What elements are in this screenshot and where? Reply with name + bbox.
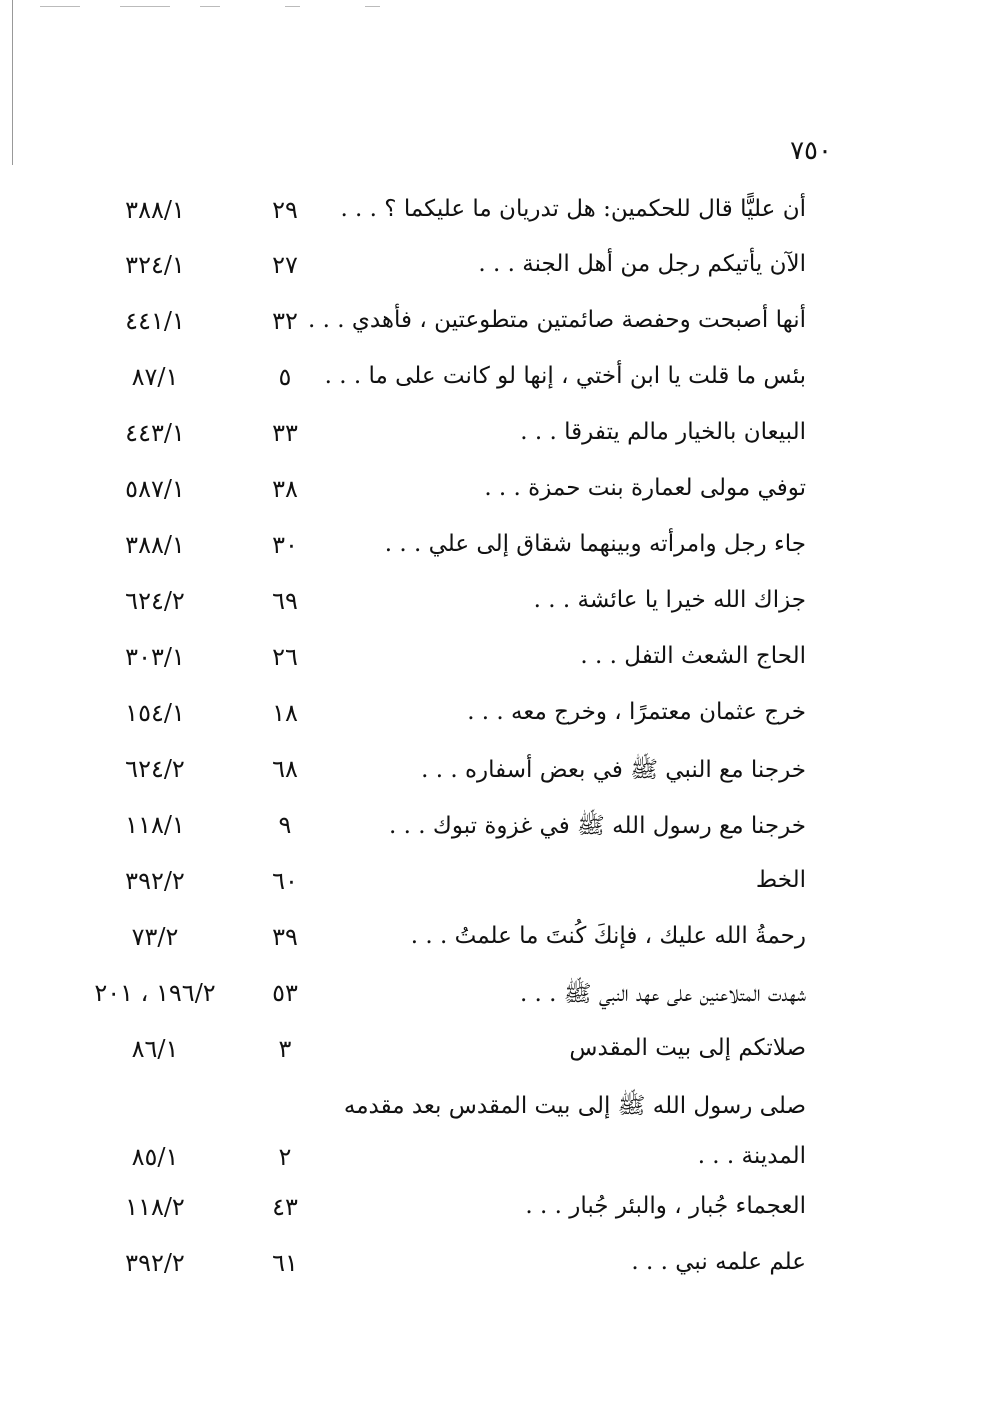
index-entry (0, 251, 981, 291)
hadith-number: ٢ (278, 1143, 292, 1171)
index-entry (0, 196, 981, 236)
hadith-number: ٢٦ (272, 643, 298, 671)
index-entry (0, 1249, 981, 1289)
index-entry (0, 755, 981, 795)
hadith-opening-text: رحمةُ الله عليك ، فإنكَ كُنتَ ما علمتُ . . . (410, 923, 806, 949)
volume-page-reference: ٨٦/١ (131, 1035, 179, 1063)
hadith-number: ٦١ (272, 1249, 298, 1277)
volume-page-reference: ٣٨٨/١ (125, 531, 185, 559)
hadith-opening-text: أنها أصبحت وحفصة صائمتين متطوعتين ، فأهدي . . . (307, 307, 806, 333)
index-entry (0, 419, 981, 459)
hadith-number: ٢٧ (272, 251, 298, 279)
hadith-opening-text: الخط (755, 867, 806, 893)
index-entry (0, 699, 981, 739)
hadith-number: ٣٩ (272, 923, 298, 951)
hadith-number: ٤٣ (272, 1193, 298, 1221)
hadith-opening-text-continued: المدينة . . . (697, 1143, 806, 1169)
index-entry (0, 475, 981, 515)
volume-page-reference: ٣٩٢/٢ (125, 867, 185, 895)
page-number: ٧٥٠ (790, 136, 832, 166)
hadith-number: ٦٨ (272, 755, 298, 783)
scan-edge-line (12, 0, 13, 165)
volume-page-reference: ٧٣/٢ (131, 923, 179, 951)
index-entry (0, 867, 981, 907)
index-entry (0, 643, 981, 683)
volume-page-reference: ١١٨/٢ (125, 1193, 185, 1221)
volume-page-reference: ٨٧/١ (131, 363, 179, 391)
scan-mark (200, 6, 220, 7)
volume-page-reference: ٥٨٧/١ (125, 475, 185, 503)
hadith-number: ٣٣ (272, 419, 298, 447)
hadith-number: ٩ (278, 811, 292, 839)
hadith-opening-text: خرجنا مع رسول الله ﷺ في غزوة تبوك . . . (389, 813, 806, 839)
volume-page-reference: ٣٠٣/١ (125, 643, 185, 671)
index-entry (0, 923, 981, 963)
scan-mark (285, 6, 300, 7)
index-entry (0, 1091, 981, 1183)
index-entry (0, 531, 981, 571)
index-entry (0, 363, 981, 403)
hadith-opening-text: شهدت المتلاعنين على عهد النبي ﷺ . . . (519, 981, 806, 1007)
volume-page-reference: ٣٢٤/١ (125, 251, 185, 279)
hadith-number: ٣٠ (272, 531, 298, 559)
hadith-number: ٣ (278, 1035, 292, 1063)
volume-page-reference: ٤٤١/١ (125, 307, 185, 335)
hadith-opening-text: صلاتكم إلى بيت المقدس (569, 1035, 806, 1061)
index-entry (0, 811, 981, 851)
hadith-opening-text: العجماء جُبار ، والبئر جُبار . . . (525, 1193, 806, 1219)
hadith-number: ٥٣ (272, 979, 298, 1007)
index-entry (0, 1193, 981, 1233)
hadith-number: ٣٢ (272, 307, 298, 335)
hadith-opening-text: خرجنا مع النبي ﷺ في بعض أسفاره . . . (421, 757, 806, 783)
hadith-opening-text: الآن يأتيكم رجل من أهل الجنة . . . (478, 251, 806, 277)
hadith-number: ٣٨ (272, 475, 298, 503)
hadith-number: ٦٠ (272, 867, 298, 895)
hadith-opening-text: جزاك الله خيرا يا عائشة . . . (533, 587, 806, 613)
index-entry (0, 1035, 981, 1075)
hadith-opening-text: توفي مولى لعمارة بنت حمزة . . . (484, 475, 806, 501)
volume-page-reference: ٣٨٨/١ (125, 196, 185, 224)
volume-page-reference: ١٩٦/٢ ، ٢٠١ (94, 979, 216, 1007)
volume-page-reference: ٤٤٣/١ (125, 419, 185, 447)
hadith-opening-text: البيعان بالخيار مالم يتفرقا . . . (520, 419, 806, 445)
hadith-number: ٢٩ (272, 196, 298, 224)
hadith-opening-text: أن عليًّا قال للحكمين: هل تدريان ما عليكما ؟ . . . (340, 196, 806, 222)
hadith-opening-text: بئس ما قلت يا ابن أختي ، إنها لو كانت على ما . . . (324, 363, 806, 389)
volume-page-reference: ٣٩٢/٢ (125, 1249, 185, 1277)
hadith-opening-text: خرج عثمان معتمرًا ، وخرج معه . . . (467, 699, 806, 725)
volume-page-reference: ٦٢٤/٢ (125, 755, 185, 783)
hadith-number: ١٨ (272, 699, 298, 727)
hadith-opening-text: جاء رجل وامرأته وبينهما شقاق إلى علي . . . (384, 531, 806, 557)
hadith-number: ٥ (278, 363, 292, 391)
volume-page-reference: ١٥٤/١ (125, 699, 185, 727)
index-entry (0, 587, 981, 627)
index-entry (0, 307, 981, 347)
hadith-number: ٦٩ (272, 587, 298, 615)
hadith-opening-text: الحاج الشعث التفل . . . (580, 643, 806, 669)
index-entry (0, 979, 981, 1019)
scan-mark (365, 6, 380, 7)
volume-page-reference: ١١٨/١ (125, 811, 185, 839)
scan-mark (120, 6, 170, 7)
hadith-opening-text: صلى رسول الله ﷺ إلى بيت المقدس بعد مقدمه (343, 1093, 806, 1119)
volume-page-reference: ٦٢٤/٢ (125, 587, 185, 615)
scan-mark (40, 6, 80, 7)
hadith-opening-text: علم علمه نبي . . . (631, 1249, 806, 1275)
volume-page-reference: ٨٥/١ (131, 1143, 179, 1171)
